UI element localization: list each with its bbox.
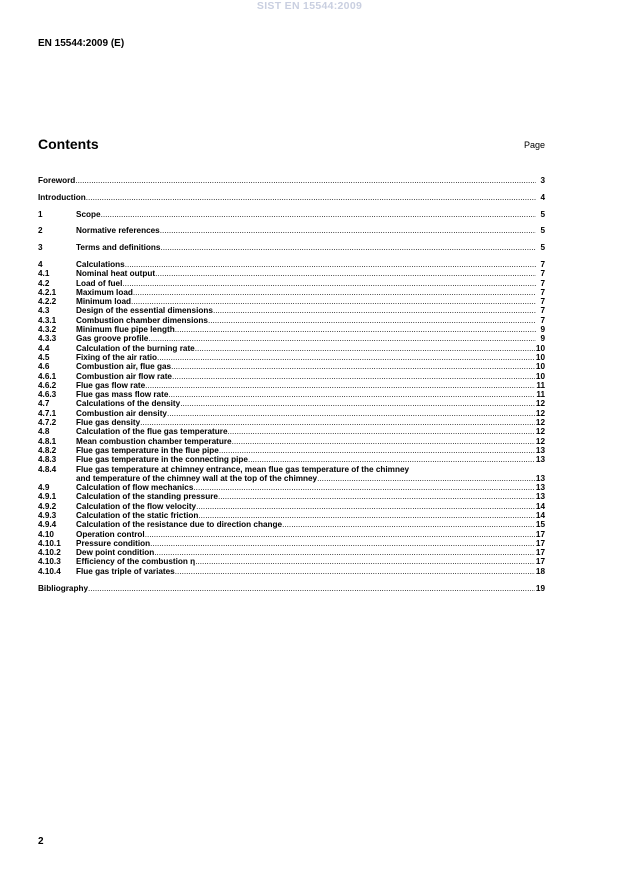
toc-leader-dots: [282, 520, 535, 529]
toc-entry-title: Flue gas flow rate: [76, 380, 146, 390]
toc-entry[interactable]: [38, 465, 545, 474]
toc-entry-number: 2: [38, 226, 43, 236]
toc-entry-page: 12: [535, 418, 545, 428]
toc-entry-page: 13: [535, 445, 545, 455]
toc-entry-title: Calculation of the static friction: [76, 511, 199, 520]
toc-entry[interactable]: [38, 567, 545, 576]
toc-entry-title-wrap: [76, 243, 536, 252]
toc-leader-dots: [213, 306, 536, 315]
toc-entry[interactable]: [38, 210, 545, 219]
toc-leader-dots: [133, 288, 536, 297]
toc-entry-page: 5: [540, 209, 545, 219]
toc-entry-number: 4.8: [38, 427, 50, 437]
toc-entry-title-wrap: [76, 260, 536, 269]
toc-entry-title-wrap: [76, 269, 536, 278]
toc-entry-page: 7: [540, 297, 545, 307]
toc-entry-title: Calculations of the density: [76, 399, 181, 409]
toc-entry-page: 7: [540, 259, 545, 269]
toc-entry-title: Flue gas density: [76, 418, 141, 428]
toc-leader-dots: [150, 539, 535, 548]
toc-entry-number: 4.10.1: [38, 538, 61, 548]
toc-entry-title: Calculation of the standing pressure: [76, 492, 218, 502]
toc-entry-title-wrap: [76, 372, 535, 381]
toc-entry-title-wrap: [38, 584, 535, 593]
toc-entry-title: Pressure condition: [76, 538, 151, 548]
toc-entry-title: Design of the essential dimensions: [76, 306, 213, 316]
toc-entry-number: 4.9.4: [38, 520, 57, 530]
toc-entry-number: 4.8.4: [38, 464, 57, 474]
toc-entry-number: 4.9.2: [38, 501, 57, 511]
toc-entry[interactable]: [38, 427, 545, 436]
toc-entry-page: 13: [535, 483, 545, 493]
toc-entry-page: 10: [535, 362, 545, 372]
toc-leader-dots: [219, 446, 535, 455]
toc-entry[interactable]: [38, 399, 545, 408]
toc-entry[interactable]: [38, 306, 545, 315]
toc-entry-title-wrap: [76, 474, 535, 483]
toc-entry-number: 4.7: [38, 399, 50, 409]
toc-entry-title-wrap: [76, 381, 535, 390]
toc-entry-number: 4.5: [38, 352, 50, 362]
toc-entry-page: 12: [535, 436, 545, 446]
toc-entry-number: 4.2.2: [38, 297, 57, 307]
toc-entry-number: 4.6.2: [38, 380, 57, 390]
toc-entry-title: Combustion air, flue gas: [76, 362, 172, 372]
toc-entry[interactable]: [38, 492, 545, 501]
toc-entry[interactable]: [38, 288, 545, 297]
toc-entry[interactable]: [38, 334, 545, 343]
toc-entry[interactable]: [38, 226, 545, 235]
watermark: SIST EN 15544:2009: [256, 0, 363, 12]
toc-entry-title-wrap: [38, 176, 536, 185]
toc-entry-number: 4.7.1: [38, 408, 57, 418]
toc-entry-page: 13: [535, 455, 545, 465]
toc-entry-title: Gas groove profile: [76, 334, 149, 344]
toc-entry-number: 4.3.1: [38, 315, 57, 325]
toc-entry-title-wrap: [76, 557, 535, 566]
toc-entry-number: 4.6: [38, 362, 50, 372]
toc-entry-page: 12: [535, 427, 545, 437]
toc-leader-dots: [75, 176, 536, 185]
toc-entry-title: Flue gas temperature in the connecting pipe: [76, 455, 248, 465]
toc-entry-title-wrap: [76, 334, 536, 343]
toc-entry[interactable]: [38, 557, 545, 566]
toc-leader-dots: [145, 530, 535, 539]
toc-entry-title: Bibliography: [38, 583, 89, 593]
toc-entry-title-wrap: [76, 502, 535, 511]
toc-entry-title: Minimum flue pipe length: [76, 325, 175, 335]
toc-entry-title-wrap: [76, 226, 536, 235]
toc-entry[interactable]: [38, 269, 545, 278]
toc-entry-number: 4.2.1: [38, 287, 57, 297]
toc-entry-number: 4.8.2: [38, 445, 57, 455]
toc-leader-dots: [122, 279, 536, 288]
toc-entry-number: 4.9: [38, 483, 50, 493]
toc-entry[interactable]: [38, 279, 545, 288]
toc-entry-page: 10: [535, 352, 545, 362]
toc-leader-dots: [167, 409, 535, 418]
toc-entry[interactable]: [38, 325, 545, 334]
toc-entry-title: Normative references: [76, 226, 160, 236]
toc-entry[interactable]: [38, 390, 545, 399]
toc-entry-title: Introduction: [38, 192, 86, 202]
toc-entry-page: 17: [535, 538, 545, 548]
toc-leader-dots: [180, 399, 535, 408]
toc-entry-page: 5: [540, 226, 545, 236]
toc-entry[interactable]: [38, 455, 545, 464]
toc-entry-number: 4.10.4: [38, 566, 61, 576]
toc-leader-dots: [218, 492, 535, 501]
toc-entry-title-wrap: [76, 210, 536, 219]
toc-entry-page: 10: [535, 343, 545, 353]
toc-leader-dots: [154, 548, 535, 557]
table-of-contents: [38, 176, 545, 593]
toc-leader-dots: [88, 584, 535, 593]
toc-entry-title: Mean combustion chamber temperature: [76, 436, 232, 446]
toc-entry-title-wrap: [76, 530, 535, 539]
toc-leader-dots: [175, 567, 535, 576]
toc-entry[interactable]: [38, 344, 545, 353]
toc-entry-number: 4: [38, 259, 43, 269]
toc-entry-page: 13: [535, 492, 545, 502]
toc-entry-title-wrap: [76, 437, 535, 446]
toc-entry-title-wrap: [76, 409, 535, 418]
toc-entry-title-wrap: [76, 567, 535, 576]
toc-leader-dots: [157, 353, 535, 362]
toc-leader-dots: [317, 474, 535, 483]
toc-entry-page: 11: [536, 390, 545, 400]
toc-entry[interactable]: [38, 260, 545, 269]
toc-entry-title-wrap: [76, 325, 536, 334]
toc-entry-title-wrap: [76, 399, 535, 408]
toc-entry-page: 9: [540, 334, 545, 344]
toc-entry[interactable]: [38, 474, 545, 483]
toc-entry[interactable]: [38, 372, 545, 381]
toc-entry-number: 4.2: [38, 278, 50, 288]
toc-entry-page: 10: [535, 371, 545, 381]
toc-entry-number: 4.7.2: [38, 418, 57, 428]
toc-entry-page: 14: [535, 501, 545, 511]
toc-entry-page: 17: [535, 548, 545, 558]
toc-entry-title: Calculation of the resistance due to direction change: [76, 520, 283, 530]
toc-entry[interactable]: [38, 353, 545, 362]
toc-leader-dots: [131, 297, 536, 306]
toc-entry-title-wrap: [76, 539, 535, 548]
toc-leader-dots: [175, 325, 536, 334]
toc-entry-number: 4.3.3: [38, 334, 57, 344]
toc-entry-number: 4.1: [38, 269, 50, 279]
toc-entry[interactable]: [38, 381, 545, 390]
toc-entry-number: 3: [38, 243, 43, 253]
toc-entry-page: 17: [535, 529, 545, 539]
toc-entry-title: Fixing of the air ratio: [76, 352, 157, 362]
toc-entry[interactable]: [38, 437, 545, 446]
toc-entry[interactable]: [38, 176, 545, 185]
toc-entry-title: Efficiency of the combustion η: [76, 557, 196, 567]
toc-entry[interactable]: [38, 502, 545, 511]
toc-leader-dots: [228, 427, 535, 436]
toc-entry[interactable]: [38, 520, 545, 529]
toc-leader-dots: [145, 381, 535, 390]
toc-entry-title-wrap: [76, 390, 535, 399]
toc-entry-title: Dew point condition: [76, 548, 155, 558]
toc-entry-title: Combustion chamber dimensions: [76, 315, 208, 325]
toc-entry[interactable]: [38, 446, 545, 455]
toc-entry-title: Flue gas mass flow rate: [76, 390, 169, 400]
toc-entry-title-wrap: [38, 193, 536, 202]
toc-entry[interactable]: [38, 297, 545, 306]
toc-entry-title: Combustion air density: [76, 408, 167, 418]
toc-leader-dots: [171, 362, 535, 371]
toc-entry-title-wrap: [76, 483, 535, 492]
toc-entry[interactable]: [38, 483, 545, 492]
toc-entry-title-wrap: [76, 427, 535, 436]
document-id: EN 15544:2009 (E): [38, 38, 125, 49]
toc-entry-title-wrap: [76, 353, 535, 362]
toc-entry[interactable]: [38, 362, 545, 371]
toc-entry-page: 7: [540, 306, 545, 316]
toc-entry-page: 13: [535, 473, 545, 483]
toc-leader-dots: [193, 483, 535, 492]
toc-entry[interactable]: [38, 584, 545, 593]
toc-entry-title: Calculation of the flow velocity: [76, 501, 197, 511]
toc-leader-dots: [148, 334, 536, 343]
toc-entry-page: 19: [535, 583, 545, 593]
toc-entry-number: 4.9.3: [38, 511, 57, 520]
toc-entry-page: 15: [535, 520, 545, 530]
toc-entry-title: Foreword: [38, 176, 76, 185]
toc-entry-page: 4: [540, 192, 545, 202]
toc-entry-title-wrap: [76, 288, 536, 297]
toc-entry-title-wrap: [76, 362, 535, 371]
toc-leader-dots: [172, 372, 535, 381]
toc-entry[interactable]: [38, 193, 545, 202]
toc-entry-title: Scope: [76, 209, 101, 219]
toc-entry-page: 7: [540, 315, 545, 325]
toc-entry-title: Terms and definitions: [76, 243, 161, 253]
toc-leader-dots: [155, 269, 536, 278]
page-number: 2: [38, 836, 44, 847]
contents-heading: Contents: [38, 136, 99, 152]
toc-entry-number: 4.6.1: [38, 371, 57, 381]
toc-entry-title-wrap: [76, 306, 536, 315]
toc-entry-title: Calculation of flow mechanics: [76, 483, 194, 493]
toc-entry-title-wrap: [76, 548, 535, 557]
toc-leader-dots: [232, 437, 535, 446]
toc-leader-dots: [195, 344, 535, 353]
toc-entry-title: Nominal heat output: [76, 269, 156, 279]
toc-entry-number: 4.8.3: [38, 455, 57, 465]
toc-entry-title-wrap: [76, 492, 535, 501]
toc-entry-page: 17: [535, 557, 545, 567]
toc-leader-dots: [208, 316, 536, 325]
toc-entry-page: 12: [535, 408, 545, 418]
toc-entry-page: 7: [540, 278, 545, 288]
toc-entry-title: Flue gas triple of variates: [76, 566, 175, 576]
toc-entry-page: 11: [536, 380, 545, 390]
toc-entry-title-wrap: [76, 279, 536, 288]
toc-leader-dots: [101, 210, 536, 219]
toc-entry-title: Calculation of the flue gas temperature: [76, 427, 228, 437]
toc-entry-number: 1: [38, 209, 43, 219]
toc-entry-number: 4.10: [38, 529, 54, 539]
toc-entry-title-wrap: [76, 344, 535, 353]
toc-entry-page: 18: [535, 566, 545, 576]
toc-entry-title-wrap: [76, 520, 535, 529]
toc-entry[interactable]: [38, 409, 545, 418]
toc-entry-number: 4.3: [38, 306, 50, 316]
toc-entry[interactable]: [38, 418, 545, 427]
toc-entry-number: 4.9.1: [38, 492, 57, 502]
toc-entry-title: Flue gas temperature in the flue pipe: [76, 445, 219, 455]
toc-leader-dots: [125, 260, 536, 269]
toc-entry-page: 12: [535, 399, 545, 409]
toc-leader-dots: [195, 557, 535, 566]
toc-entry[interactable]: [38, 548, 545, 557]
toc-entry-number: 4.8.1: [38, 436, 57, 446]
toc-entry-title: Calculations: [76, 259, 125, 269]
toc-entry-page: 7: [540, 287, 545, 297]
toc-leader-dots: [160, 226, 536, 235]
toc-leader-dots: [168, 390, 535, 399]
toc-entry-title-wrap: [76, 297, 536, 306]
toc-entry-title: Minimum load: [76, 297, 132, 307]
toc-leader-dots: [196, 502, 535, 511]
toc-entry[interactable]: [38, 539, 545, 548]
toc-entry-page: 9: [540, 325, 545, 335]
toc-entry-title-continued: and temperature of the chimney wall at the top of the chimney: [76, 473, 318, 483]
toc-entry[interactable]: [38, 511, 545, 520]
toc-entry-title: Calculation of the burning rate: [76, 343, 195, 353]
toc-entry-title-wrap: [76, 316, 536, 325]
toc-entry-number: 4.3.2: [38, 325, 57, 335]
toc-entry-number: 4.10.2: [38, 548, 61, 558]
toc-leader-dots: [86, 193, 536, 202]
toc-leader-dots: [140, 418, 535, 427]
toc-entry-number: 4.6.3: [38, 390, 57, 400]
toc-entry[interactable]: [38, 316, 545, 325]
toc-entry-page: 3: [540, 176, 545, 185]
toc-leader-dots: [248, 455, 535, 464]
toc-entry-number: 4.10.3: [38, 557, 61, 567]
toc-entry-page: 5: [540, 243, 545, 253]
toc-entry-title: Maximum load: [76, 287, 133, 297]
toc-entry-number: 4.4: [38, 343, 50, 353]
toc-entry-title: Flue gas temperature at chimney entrance, mean flue gas temperature of the chimney: [76, 464, 410, 474]
toc-entry-page: 14: [535, 511, 545, 520]
page-column-label: Page: [523, 140, 545, 150]
toc-entry[interactable]: [38, 243, 545, 252]
toc-entry-title-wrap: [76, 418, 535, 427]
toc-entry-title-wrap: [76, 455, 535, 464]
toc-entry-title: Combustion air flow rate: [76, 371, 172, 381]
toc-entry[interactable]: [38, 530, 545, 539]
toc-leader-dots: [198, 511, 535, 520]
toc-entry-title: Operation control: [76, 529, 145, 539]
toc-entry-title: Load of fuel: [76, 278, 123, 288]
toc-entry-page: 7: [540, 269, 545, 279]
toc-leader-dots: [160, 243, 536, 252]
toc-entry-title-wrap: [76, 446, 535, 455]
toc-entry-title-wrap: [76, 511, 535, 520]
